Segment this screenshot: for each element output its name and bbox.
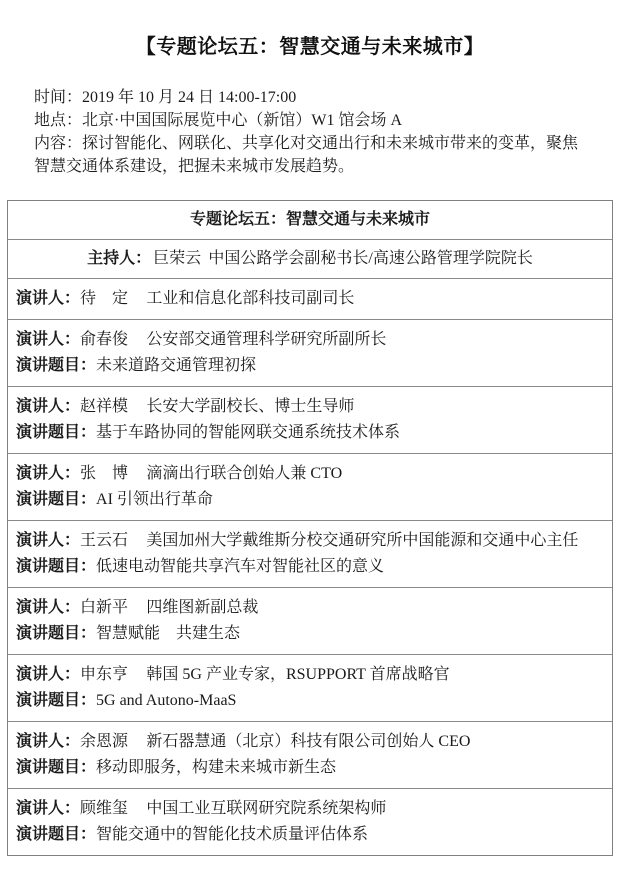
speaker-line <box>16 329 581 351</box>
speaker-line <box>16 288 581 310</box>
speaker-name: 赵祥模 <box>80 398 129 415</box>
speaker-affiliation: 新石器慧通（北京）科技有限公司创始人 CEO <box>146 733 471 750</box>
topic-label: 演讲题目： <box>16 625 97 642</box>
speaker-label: 演讲人： <box>16 290 81 307</box>
event-location-label: 地点： <box>34 112 83 129</box>
event-time-label: 时间： <box>34 89 83 106</box>
topic-label: 演讲题目： <box>16 357 97 374</box>
speaker-row-3 <box>8 386 612 453</box>
speaker-label: 演讲人： <box>16 331 81 348</box>
speaker-affiliation: 中国工业互联网研究院系统架构师 <box>146 800 387 817</box>
topic-label: 演讲题目： <box>16 424 97 441</box>
speaker-name: 顾维玺 <box>80 800 129 817</box>
topic-text: 5G and Autono-MaaS <box>96 692 237 709</box>
speaker-name: 白新平 <box>80 599 129 616</box>
event-location-value: 北京·中国国际展览中心（新馆）W1 馆会场 A <box>82 112 403 129</box>
page-title: 【专题论坛五：智慧交通与未来城市】 <box>135 36 485 58</box>
topic-line <box>16 355 581 377</box>
speaker-line <box>16 463 581 485</box>
topic-text: 智能交通中的智能化技术质量评估体系 <box>96 826 369 843</box>
topic-text: 移动即服务，构建未来城市新生态 <box>96 759 337 776</box>
topic-label: 演讲题目： <box>16 491 97 508</box>
speaker-line <box>16 530 581 552</box>
speaker-name: 待 定 <box>80 290 129 307</box>
topic-text: 低速电动智能共享汽车对智能社区的意义 <box>96 558 385 575</box>
speaker-label: 演讲人： <box>16 800 81 817</box>
speaker-line <box>16 597 581 619</box>
speaker-label: 演讲人： <box>16 398 81 415</box>
topic-line <box>16 824 581 846</box>
topic-line <box>16 757 581 779</box>
event-content-value: 探讨智能化、网联化、共享化对交通出行和未来城市带来的变革，聚焦智慧交通体系建设，把握未来城市发展趋势。 <box>34 135 579 175</box>
speaker-row-9 <box>8 788 612 855</box>
speaker-line <box>16 798 581 820</box>
speaker-label: 演讲人： <box>16 666 81 683</box>
event-time-value: 2019 年 10 月 24 日 14:00-17:00 <box>82 89 297 106</box>
speaker-row-7 <box>8 654 612 721</box>
speaker-line <box>16 396 581 418</box>
speaker-affiliation: 滴滴出行联合创始人兼 CTO <box>146 465 343 482</box>
speaker-row-5 <box>8 520 612 587</box>
speaker-affiliation: 长安大学副校长、博士生导师 <box>146 398 355 415</box>
speaker-row-6 <box>8 587 612 654</box>
topic-text: AI 引领出行革命 <box>96 491 213 508</box>
topic-text: 智慧赋能 共建生态 <box>96 625 241 642</box>
speaker-name: 王云石 <box>80 532 129 549</box>
moderator-row <box>8 239 612 278</box>
speaker-affiliation: 韩国 5G 产业专家，RSUPPORT 首席战略官 <box>146 666 450 683</box>
speaker-name: 余恩源 <box>80 733 129 750</box>
speaker-line <box>16 731 581 753</box>
event-content-line <box>34 132 586 178</box>
speaker-row-1 <box>8 278 612 319</box>
speaker-name: 俞春俊 <box>80 331 129 348</box>
speaker-row-2 <box>8 319 612 386</box>
event-time-line <box>34 86 586 109</box>
topic-line <box>16 556 581 578</box>
speaker-label: 演讲人： <box>16 465 81 482</box>
topic-line <box>16 690 581 712</box>
agenda-table <box>7 200 613 856</box>
table-header-row <box>8 201 612 239</box>
topic-line <box>16 422 581 444</box>
event-location-line <box>34 109 586 132</box>
speaker-label: 演讲人： <box>16 532 81 549</box>
speaker-affiliation: 四维图新副总裁 <box>146 599 259 616</box>
speaker-name: 申东亨 <box>80 666 129 683</box>
moderator-name: 巨荣云 <box>153 250 202 267</box>
speaker-affiliation: 美国加州大学戴维斯分校交通研究所中国能源和交通中心主任 <box>146 532 579 549</box>
event-info <box>34 86 586 178</box>
topic-label: 演讲题目： <box>16 692 97 709</box>
topic-text: 未来道路交通管理初探 <box>96 357 257 374</box>
speaker-row-4 <box>8 453 612 520</box>
speaker-affiliation: 工业和信息化部科技司副司长 <box>146 290 355 307</box>
speaker-label: 演讲人： <box>16 733 81 750</box>
table-header-text: 专题论坛五：智慧交通与未来城市 <box>189 211 430 228</box>
speaker-label: 演讲人： <box>16 599 81 616</box>
moderator-title: 中国公路学会副秘书长/高速公路管理学院院长 <box>208 250 533 267</box>
moderator-label: 主持人： <box>87 250 152 267</box>
speaker-name: 张 博 <box>80 465 129 482</box>
topic-label: 演讲题目： <box>16 826 97 843</box>
topic-text: 基于车路协同的智能网联交通系统技术体系 <box>96 424 401 441</box>
speaker-line <box>16 664 581 686</box>
topic-label: 演讲题目： <box>16 558 97 575</box>
event-content-label: 内容： <box>34 135 83 152</box>
topic-label: 演讲题目： <box>16 759 97 776</box>
topic-line <box>16 489 581 511</box>
speaker-affiliation: 公安部交通管理科学研究所副所长 <box>146 331 387 348</box>
speaker-row-8 <box>8 721 612 788</box>
topic-line <box>16 623 581 645</box>
